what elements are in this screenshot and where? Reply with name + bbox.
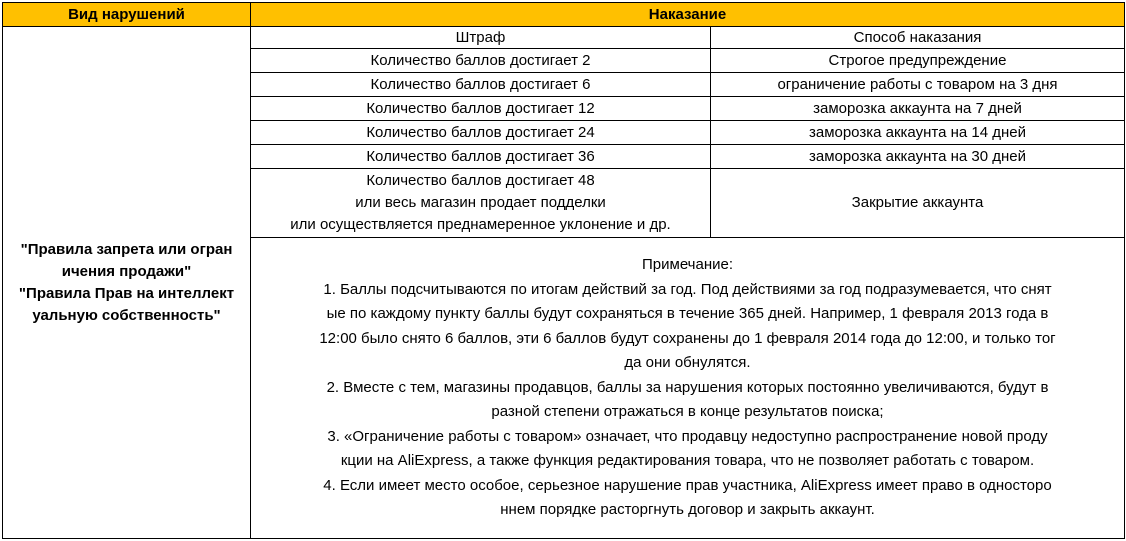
violation-type-line: ичения продажи" [61, 262, 192, 280]
notes-cell [251, 238, 1125, 539]
fine-line: или весь магазин продает подделки [355, 194, 606, 211]
header-violation-type: Вид нарушений [3, 3, 251, 27]
method-cell: заморозка аккаунта на 14 дней [711, 121, 1125, 145]
fine-line: или осуществляется преднамеренное уклонение и др. [290, 216, 671, 233]
note-line: кции на AliExpress, а также функция редактирования товара, что не позволяет работать с товаром. [340, 452, 1035, 470]
penalty-table [2, 2, 1125, 539]
violation-type-line: "Правила Прав на интеллект [18, 284, 235, 302]
note-heading: Примечание: [642, 256, 733, 274]
violation-type-line: "Правила запрета или огран [20, 240, 233, 258]
subheader-row [3, 27, 1125, 49]
method-cell: Закрытие аккаунта [711, 169, 1125, 238]
fine-cell: Количество баллов достигает 36 [251, 145, 711, 169]
header-row [3, 3, 1125, 27]
method-cell: Строгое предупреждение [711, 49, 1125, 73]
subheader-fine: Штраф [251, 27, 711, 49]
subheader-method: Способ наказания [711, 27, 1125, 49]
note-line: 4. Если имеет место особое, серьезное нарушение прав участника, AliExpress имеет право в односторо [323, 476, 1052, 494]
note-line: ые по каждому пункту баллы будут сохраняться в течение 365 дней. Например, 1 февраля 2013 года в [326, 305, 1049, 323]
header-punishment: Наказание [251, 3, 1125, 27]
fine-cell: Количество баллов достигает 24 [251, 121, 711, 145]
method-cell: заморозка аккаунта на 7 дней [711, 97, 1125, 121]
fine-cell: Количество баллов достигает 6 [251, 73, 711, 97]
fine-cell-multiline [251, 169, 711, 238]
note-line: 3. «Ограничение работы с товаром» означает, что продавцу недоступно распространение новой проду [327, 427, 1048, 445]
fine-cell: Количество баллов достигает 2 [251, 49, 711, 73]
violation-type-cell [3, 27, 251, 539]
violation-type-line: уальную собственность" [32, 306, 221, 324]
fine-line: Количество баллов достигает 48 [366, 172, 595, 189]
method-cell: ограничение работы с товаром на 3 дня [711, 73, 1125, 97]
note-line: ннем порядке расторгнуть договор и закрыть аккаунт. [500, 501, 875, 519]
note-line: 2. Вместе с тем, магазины продавцов, баллы за нарушения которых постоянно увеличиваются, будут в [326, 378, 1049, 396]
note-line: 1. Баллы подсчитываются по итогам действий за год. Под действиями за год подразумевается, что снят [323, 280, 1052, 298]
note-line: разной степени отражаться в конце результатов поиска; [491, 403, 884, 421]
method-cell: заморозка аккаунта на 30 дней [711, 145, 1125, 169]
fine-cell: Количество баллов достигает 12 [251, 97, 711, 121]
note-line: 12:00 было снято 6 баллов, эти 6 баллов будут сохранены до 1 февраля 2014 года до 12:00, и только тог [319, 329, 1056, 347]
note-line: да они обнулятся. [624, 354, 751, 372]
